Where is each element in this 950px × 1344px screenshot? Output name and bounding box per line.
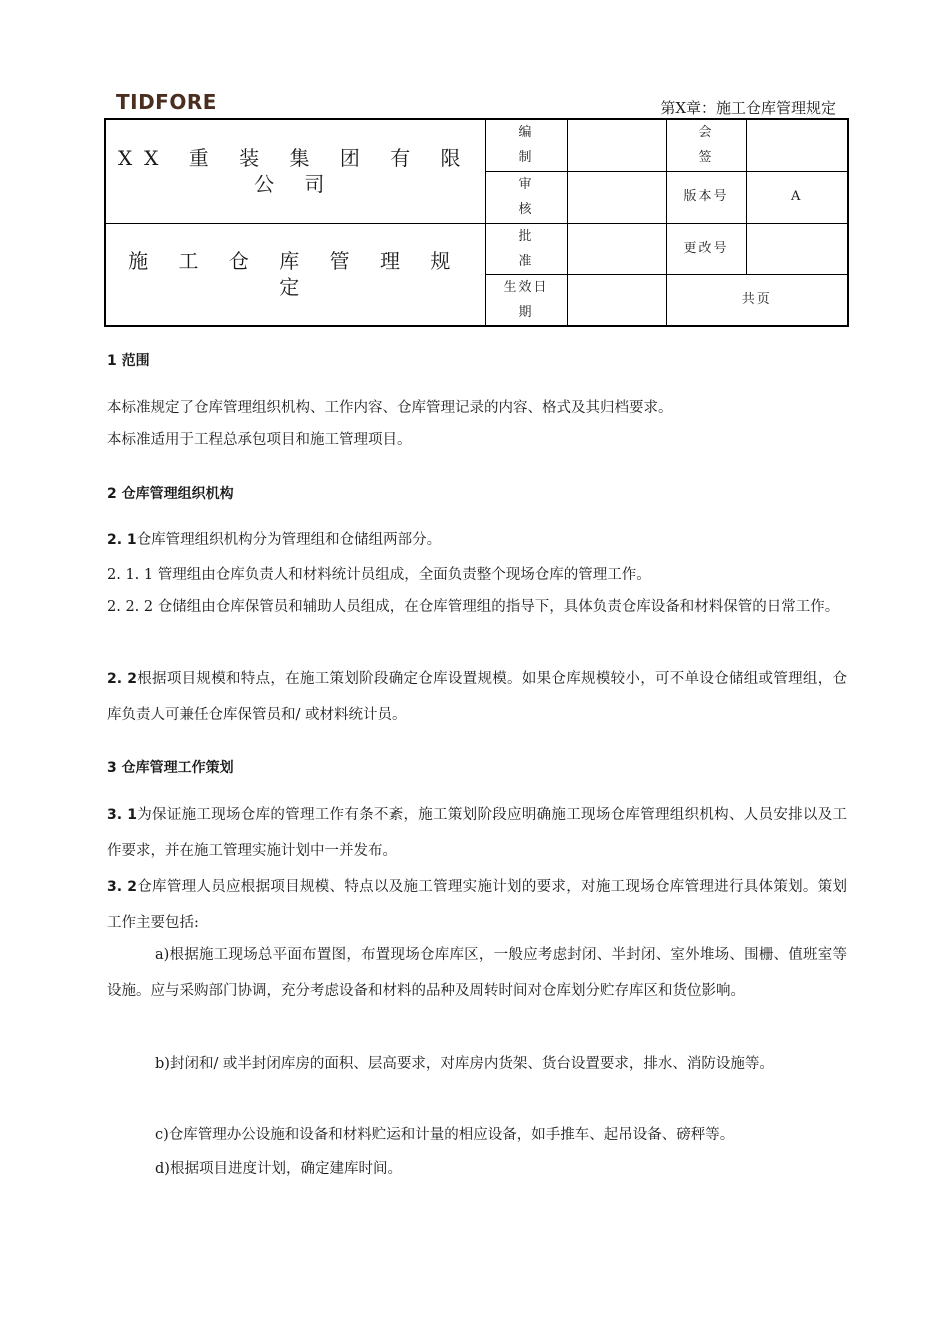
section-2-heading: 2 仓库管理组织机构 <box>107 486 234 502</box>
pizhun-label: 批 准 <box>485 223 567 274</box>
company-logo: TIDFORE <box>116 90 217 114</box>
clause-2-2-2: 2. 2. 2 仓储组由仓库保管员和辅助人员组成，在仓库管理组的指导下，具体负责仓库设备和材料保管的日常工作。 <box>107 599 840 615</box>
item-a: a)根据施工现场总平面布置图，布置现场仓库库区，一般应考虑封闭、半封闭、室外堆场、围栅、值班室等设施。应与采购部门协调，充分考虑设备和材料的品种及周转时间对仓库划分贮存库区和货位影响。 <box>107 947 847 999</box>
version-value: A <box>746 171 848 223</box>
effective-date-value <box>567 274 666 326</box>
huiqian-value <box>746 119 848 171</box>
chapter-title: 第X章：施工仓库管理规定 <box>660 99 836 117</box>
shenhe-value <box>567 171 666 223</box>
section-1-para-1: 本标准规定了仓库管理组织机构、工作内容、仓库管理记录的内容、格式及其归档要求。 <box>107 400 673 416</box>
item-c: c)仓库管理办公设施和设备和材料贮运和计量的相应设备，如手推车、起吊设备、磅秤等。 <box>155 1127 735 1143</box>
change-value <box>746 223 848 274</box>
item-b: b)封闭和/ 或半封闭库房的面积、层高要求，对库房内货架、货台设置要求，排水、消防设施等。 <box>155 1056 774 1072</box>
item-d: d)根据项目进度计划，确定建库时间。 <box>155 1161 402 1177</box>
bianzhi-value <box>567 119 666 171</box>
clause-3-1: 3. 1为保证施工现场仓库的管理工作有条不紊，施工策划阶段应明确施工现场仓库管理组织机构、人员安排以及工作要求，并在施工管理实施计划中一并发布。 <box>107 807 847 859</box>
clause-2-1-1: 2. 1. 1 管理组由仓库负责人和材料统计员组成，全面负责整个现场仓库的管理工作。 <box>107 567 651 583</box>
change-label: 更改号 <box>666 223 746 274</box>
company-name: XX 重 装 集 团 有 限 公 司 <box>105 119 485 223</box>
section-3-heading: 3 仓库管理工作策划 <box>107 760 234 776</box>
shenhe-label: 审 核 <box>485 171 567 223</box>
section-1-para-2: 本标准适用于工程总承包项目和施工管理项目。 <box>107 432 412 448</box>
pizhun-value <box>567 223 666 274</box>
effective-date-label: 生效日 期 <box>485 274 567 326</box>
clause-3-2: 3. 2仓库管理人员应根据项目规模、特点以及施工管理实施计划的要求，对施工现场仓库管理进行具体策划。策划工作主要包括: <box>107 879 847 931</box>
bianzhi-label: 编 制 <box>485 119 567 171</box>
clause-2-1: 2. 1仓库管理组织机构分为管理组和仓储组两部分。 <box>107 532 442 548</box>
total-pages: 共页 <box>666 274 848 326</box>
clause-2-2: 2. 2根据项目规模和特点，在施工策划阶段确定仓库设置规模。如果仓库规模较小，可不单设仓储组或管理组，仓库负责人可兼任仓库保管员和/ 或材料统计员。 <box>107 671 847 723</box>
section-1-heading: 1 范围 <box>107 353 150 369</box>
document-control-table <box>104 118 849 327</box>
version-label: 版本号 <box>666 171 746 223</box>
huiqian-label: 会 签 <box>666 119 746 171</box>
document-title: 施 工 仓 库 管 理 规 定 <box>105 223 485 326</box>
